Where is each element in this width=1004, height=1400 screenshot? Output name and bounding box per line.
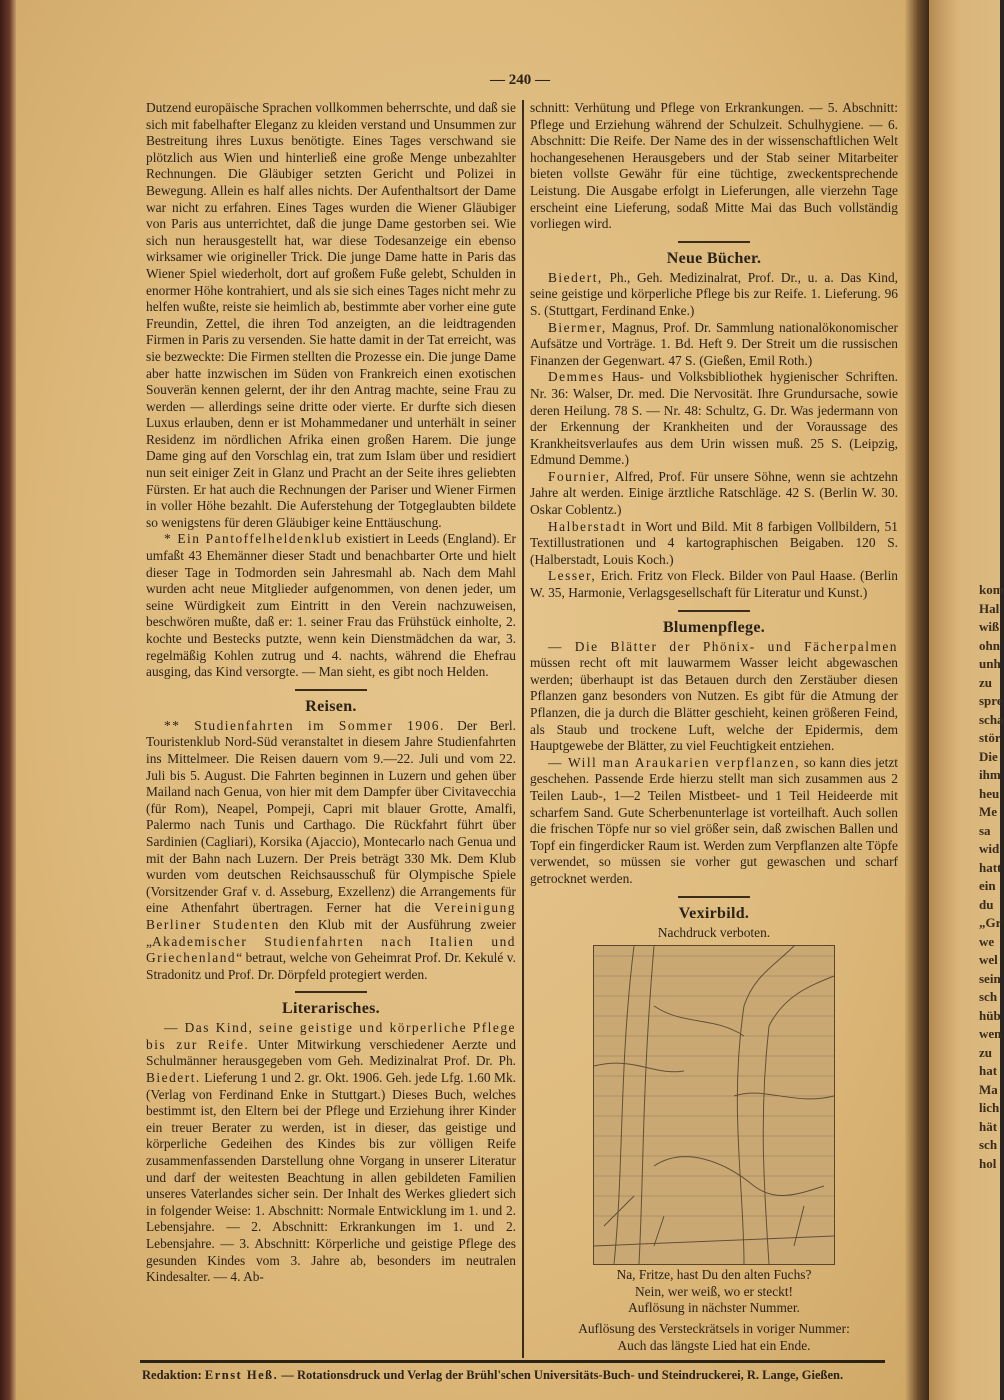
article-body: Lieferung 1 und 2. gr. Okt. 1906. Geh. jede Lfg. 1.60 Mk. (Verlag von Ferdinand Enke in Stuttgart.) Dieses Buch, welches bestimmt ist, den Eltern bei der Pflege und Erziehung ihrer Kinder ein treuer Berater zu werden, ist in dieser, das geistige und körperliche Gedeihen des Kindes bis zur völligen Reife zusammenfassenden Darstellung ohne Vorgang in unserer Literatur und darf der weitesten Beachtung in allen gebildeten Familien unseres Vaterlandes sicher sein. Der Inhalt des Werkes gliedert sich in folgender Weise: 1. Abschnitt: Normale Entwicklung im 1. und 2. Lebensjahre. — 2. Abschnitt: Erkrankungen im 1. und 2. Lebensjahre. — 3. Abschnitt: Körperliche und geistige Pflege des gesunden Kindes vom 3. Jahre ab, besonders im neutralen Kindesalter. — 4. Ab-: [146, 1070, 516, 1285]
adjacent-page-fragment: [929, 0, 1004, 1400]
solution-text: Auch das längste Lied hat ein Ende.: [617, 1337, 811, 1353]
book-details: in Wort und Bild. Mit 8 farbigen Vollbildern, 51 Textillustrationen und 4 kartographischen Beigaben. 120 S. (Halberstadt, Louis Koch.): [530, 518, 898, 567]
editor-name: Ernst Heß.: [204, 1368, 279, 1382]
fragment-text: hat: [979, 1063, 998, 1078]
book-entry: [530, 469, 898, 519]
book-entry: [530, 568, 898, 601]
divider: [678, 896, 750, 898]
article-das-kind: [146, 1020, 516, 1286]
article-araukarien: [530, 755, 898, 888]
fragment-text: heu: [979, 785, 1000, 801]
fragment-text: ein: [979, 878, 996, 893]
fragment-text: unh: [979, 656, 1001, 671]
left-column: [146, 100, 516, 1286]
book-details: Ph., Geh. Medizinalrat, Prof. Dr., u. a. Das Kind, seine geistige und körperliche Pflege bis zur Reife. 1. Lieferung. 96 S. (Stuttgart, Ferdinand Enke.): [530, 269, 898, 318]
book-entry: [530, 320, 898, 370]
article-lead: — Die Blätter der Phönix- und Fächerpalmen: [548, 638, 898, 654]
fragment-text: kom: [979, 582, 1004, 597]
fragment-text: sch: [979, 1137, 998, 1152]
footer-rule: [140, 1360, 885, 1363]
divider: [678, 610, 750, 612]
article-continuation: schnitt: Verhütung und Pflege von Erkrankungen. — 5. Abschnitt: Pflege und Erziehung während der Schulzeit. Schulhygiene. — 6. Abschnitt: Die Reife. Der Name des in der wissenschaftlichen Welt hochangesehenen Herausgebers und der Stab seiner Mitarbeiter bieten vollste Gewähr für eine tüchtige, zweckentsprechende Leistung. Die Ausgabe erfolgt in Lieferungen, alle vierzehn Tage erscheint eine Lieferung, sodaß Mitte Mai das Buch vollständig vorliegen wird.: [530, 100, 898, 232]
right-column: [530, 100, 898, 1354]
fragment-text: hol: [979, 1155, 997, 1171]
fragment-text: Hal: [979, 600, 1000, 616]
fragment-text: zu: [979, 674, 992, 690]
divider: [295, 991, 367, 993]
article-body: existiert in Leeds (England). Er umfaßt 43 Ehemänner dieser Stadt und benachbarter Orte und hielt dieser Tage in Todmorden sein Jahresmahl ab. Nach dem Mahl wurden acht neue Mitglieder aufgenommen, von denen jeder, um seine Würdigkeit zum Eintritt in den Verein nachzuweisen, beschwören mußte, daß er: 1. seiner Frau das Frühstück einholte, 2. kochte und Bestecks putzte, wenn kein Dienstmädchen da war, 3. regelmäßig Kohlen zutrug und 4. nachts, während die Ehefrau ausging, das Kind versorgte. — Man sieht, es gibt noch Helden.: [146, 531, 517, 680]
article-lead: ** Studienfahrten im Sommer 1906.: [164, 717, 445, 733]
imprint: [142, 1367, 887, 1383]
section-heading-vexirbild: Vexirbild.: [678, 904, 750, 922]
emphasis: Akademischer Studienfahrten nach Italien und Griechenland: [146, 933, 516, 966]
fragment-text: wel: [979, 952, 998, 967]
fragment-text: ihm: [979, 767, 1001, 782]
section-heading-neue-buecher: Neue Bücher.: [666, 249, 762, 267]
caption-line-1: Na, Fritze, hast Du den alten Fuchs?: [616, 1267, 812, 1283]
book-list: [530, 270, 898, 602]
caption-line-2: Nein, wer weiß, wo er steckt!: [634, 1283, 794, 1299]
book-details: Haus- und Volksbibliothek hygienischer Schriften. Nr. 36: Walser, Dr. med. Die Nervosität. Ihre Grundursache, sowie deren Heilung. 78 S. — Nr. 48: Schultz, G. Dr. Was jedermann von der Erkennung der Krankheiten und der Voraussage des Krankheitsverlaufes aus dem Urin wissen muß. 25 S. (Leipzig, Edmund Demme.): [530, 369, 898, 468]
book-entry: [530, 369, 898, 469]
article-continuation: Dutzend europäische Sprachen vollkommen beherrschte, und daß sie sich mit fabelhafter Eleganz zu kleiden verstand und Unsummen zur Bestreitung ihres Luxus benötigte. Eines Tages verschwand sie plötzlich aus Wien und hinterließ eine große Menge unbezahlter Rechnungen. Die Gläubiger setzten Gericht und Polizei in Bewegung. Allein es half alles nichts. Der Aufenthaltsort der Dame war nicht zu erfahren. Eines Tages wurden die Wiener Gläubiger von Paris aus unterrichtet, daß die junge Dame gestorben sei. Wie sich nun herausgestellt hat, war diese Todesanzeige ein ebenso wirksamer wie origineller Trick. Die junge Dame hatte in Paris das Wiener Spiel wiederholt, dort auf großem Fuße gelebt, Schulden in enormer Höhe kontrahiert, und als sie sich eines Tages nicht mehr zu helfen wußte, reiste sie heimlich ab, bestimmte aber vorher eine gute Freundin, Zettel, die ihren Tod anzeigten, an die leidtragenden Firmen in Paris zu versenden. Sie hatte damit in der Tat erreicht, was sie bezweckte: Die Firmen stellten die Prozesse ein. Die junge Dame aber hatte inzwischen im Süden von Frankreich einen exotischen Souverän kennen gelernt, der ihr den Antrag machte, seine Frau zu werden — allerdings seine dritte oder vierte. Er durfte sich diesen Luxus erlauben, denn er ist Mohammedaner und unterhält in seiner Residenz im nördlichen Afrika einen großen Harem. Die junge Dame ging auf den Vorschlag ein, trat zum Islam über und residiert nun seit einiger Zeit in Glanz und Pracht an der Seite ihres geliebten Fürsten. Er hat auch die Rechnungen der Pariser und Wiener Firmen in voller Höhe bezahlt. Die Auferstehung der Totgeglaubten bildete so wenigstens für deren Gläubiger keine Enttäuschung.: [146, 100, 516, 530]
caption-line-3: Auflösung in nächster Nummer.: [628, 1300, 800, 1316]
fragment-text: wid: [979, 841, 1000, 856]
book-details: Erich. Fritz von Fleck. Bilder von Paul Haase. (Berlin W. 35, Harmonie, Verlagsgesellschaft für Literatur und Kunst.): [530, 568, 898, 601]
book-author: Demmes: [548, 369, 605, 385]
article-body: so kann dies jetzt geschehen. Passende Erde hierzu stellt man sich zusammen aus 2 Teilen Laub-, 1—2 Teilen Mistbeet- und 1 Teil Heideerde mit scharfem Sand. Gute Scherbenunterlage ist vorteilhaft. Auch sollen die frischen Töpfe nur so viel größer sein, daß zwischen Ballen und Topf ein fingerdicker Raum ist. Werden zum Verpflanzen alte Töpfe verwendet, so müssen sie vorher gut gewaschen und scharf getrocknet werden.: [530, 754, 898, 886]
column-rule: [522, 100, 524, 1358]
article-body: “ betraut, welche von Geheimrat Prof. Dr. Kekulé v. Stradonitz und Prof. Dr. Dörpfeld protegiert werden.: [146, 950, 516, 982]
article-lead: — Will man Araukarien verpflanzen,: [548, 754, 800, 770]
fragment-text: wen: [979, 1026, 1002, 1041]
fragment-text: Me: [979, 804, 998, 819]
section-heading-literarisches: Literarisches.: [282, 1000, 380, 1018]
fragment-text: „Gr: [979, 915, 1002, 930]
book-details: Magnus, Prof. Dr. Sammlung nationalökonomischer Aufsätze und Vorträge. 1. Bd. Heft 9. Der Streit um die russischen Finanzen der Gegenwart. 47 S. (Gießen, Emil Roth.): [530, 319, 898, 368]
book-author: Halberstadt: [548, 518, 627, 534]
page-number: — 240 —: [490, 72, 550, 88]
imprint-text: — Rotationsdruck und Verlag der Brühl'schen Universitäts-Buch- und Steindruckerei, R. Lange, Gießen.: [278, 1368, 844, 1382]
fragment-text: spre: [979, 693, 1003, 708]
book-author: Biermer,: [548, 319, 607, 335]
book-details: Alfred, Prof. Für unsere Söhne, wenn sie achtzehn Jahre alt werden. Einige ärztliche Ratschläge. 42 S. (Berlin W. 30. Oskar Coblentz.): [530, 468, 898, 518]
fragment-text: zu: [979, 1044, 992, 1060]
section-heading-blumenpflege: Blumenpflege.: [662, 618, 766, 636]
article-body: den Klub mit der Ausführung zweier „: [146, 916, 516, 949]
article-lead: — Das Kind, seine geistige und körperliche Pflege bis zur Reife.: [146, 1020, 516, 1052]
emphasis: Vereinigung Berliner Studenten: [146, 900, 516, 932]
fragment-text: sch: [979, 989, 998, 1004]
article-studienfahrten: [146, 718, 516, 984]
article-body: Unter Mitwirkung verschiedener Aerzte und Schulmänner herausgegeben vom Geh. Medizinalrat Prof. Dr. Ph.: [146, 1036, 516, 1069]
reprint-notice: Nachdruck verboten.: [657, 924, 771, 940]
article-lead: * Ein Pantoffelheldenklub: [164, 531, 343, 547]
book-author: Biedert,: [548, 269, 603, 285]
fragment-text: sa: [979, 822, 991, 838]
fragment-text: Ma: [979, 1081, 998, 1097]
fragment-text: lich: [979, 1100, 1000, 1115]
fragment-text: hüb: [979, 1007, 1001, 1023]
book-binding: [0, 0, 16, 1400]
page-fold: [905, 0, 929, 1400]
book-entry: [530, 270, 898, 320]
book-entry: [530, 519, 898, 569]
puzzle-illustration: [593, 945, 835, 1265]
article-body: müssen recht oft mit lauwarmem Wasser leicht abgewaschen werden; überhaupt ist das Betauen durch den Zerstäuber diesen Pflanzen ganz besonders von Nutzen. Es gibt für die Atmung der Pflanzen, die ja durch die Blätter geschieht, keinen größeren Feind, als Staub und trockene Luft, welche der Epidermis, dem Hauptgewebe der Blätter, zu viel Feuchtigkeit entziehen.: [530, 655, 898, 754]
fragment-text: we: [979, 933, 995, 949]
fragment-text: Die: [979, 748, 998, 764]
article-body: Der Berl. Touristenklub Nord-Süd veranstaltet in diesem Jahre Studienfahrten ins Mittelmeer. Die Reisen dauern vom 9.—22. Juli und vom 22. Juli bis 5. August. Die Fahrten beginnen in Luzern und gehen über Mailand nach Genua, von hier mit dem Dampfer über Civitavecchia (für Rom), Neapel, Pompeji, Capri mit blauer Grotte, Amalfi, Palermo nach Tunis und Carthago. Die Rückfahrt führt über Sardinien (Cagliari), Korsika (Ajaccio), Montecarlo nach Genua und mit der Bahn nach Luzern. Der Preis beträgt 330 Mk. Dem Klub wurden vom deutschen Reichsausschuß für Olympische Spiele (Vorsitzender Graf v. d. Asseburg, Exzellenz) die Arrangements für eine Athenfahrt übertragen. Ferner hat die: [146, 717, 517, 916]
fragment-text: du: [979, 896, 994, 912]
divider: [295, 689, 367, 691]
fragment-text: hät: [979, 1118, 998, 1134]
fragment-text: scha: [979, 711, 1004, 727]
book-author: Lesser,: [548, 568, 597, 584]
section-heading-reisen: Reisen.: [305, 697, 357, 715]
fragment-text: sein: [979, 970, 1001, 986]
emphasis: Biedert.: [146, 1070, 201, 1086]
imprint-label: Redaktion:: [142, 1368, 205, 1382]
article-palmen: [530, 639, 898, 755]
fragment-text: ohn: [979, 637, 1000, 653]
fragment-text: stör: [979, 730, 1001, 745]
article-pantoffelheldenklub: [146, 531, 516, 680]
book-author: Fournier,: [548, 468, 611, 484]
fragment-text: hatt: [979, 859, 1002, 875]
fragment-text: wiß: [979, 619, 1000, 634]
solution-title: Auflösung des Versteckrätsels in voriger Nummer:: [578, 1320, 850, 1336]
divider: [678, 241, 750, 243]
